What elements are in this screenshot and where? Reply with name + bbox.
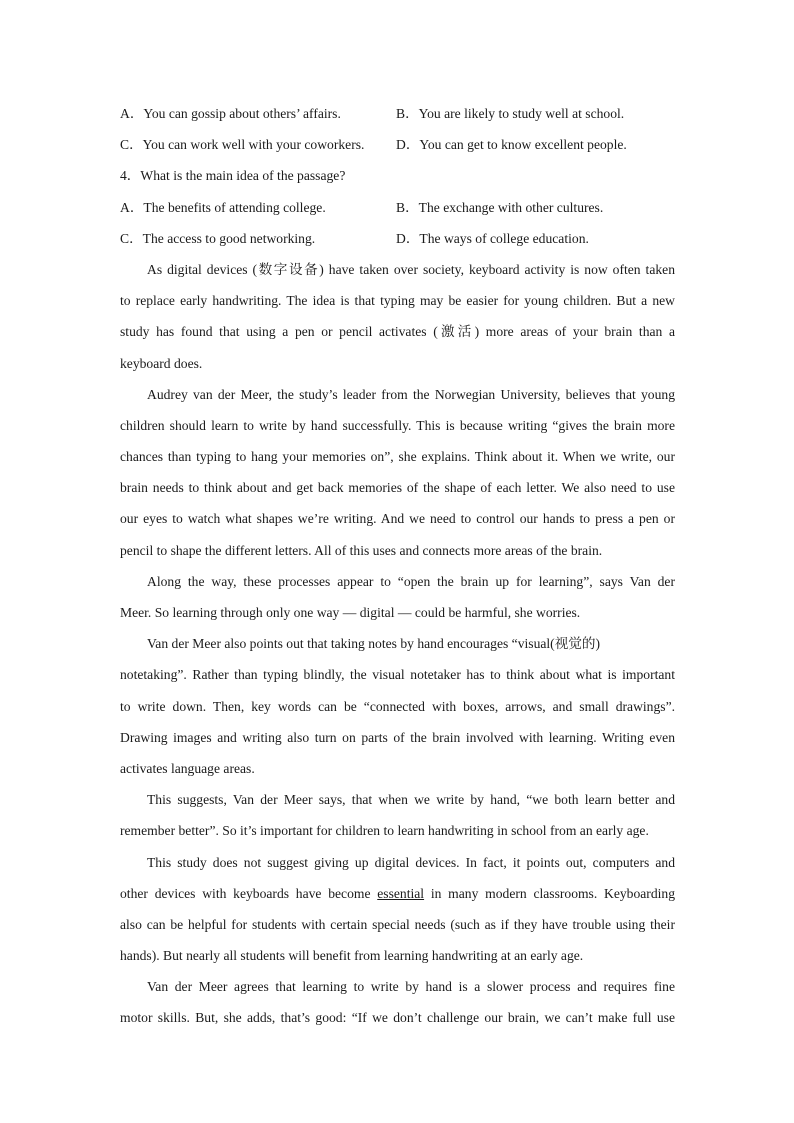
passage-line: brain needs to think about and get back memories of the shape of each letter. We also need to use <box>120 480 675 496</box>
passage-line: motor skills. But, she adds, that’s good: “If we don’t challenge our brain, we can’t make full use <box>120 1010 675 1026</box>
passage-line: also can be helpful for students with certain special needs (such as if they have trouble using their <box>120 916 675 932</box>
passage-line: Drawing images and writing also turn on parts of the brain involved with learning. Writing even <box>120 729 675 745</box>
q4-options-row-2 <box>120 223 675 254</box>
passage-line: children should learn to write by hand successfully. This is because writing “gives the brain more <box>120 417 675 433</box>
passage-line: hands). But nearly all students will benefit from learning handwriting at an early age. <box>120 948 584 964</box>
passage-line: to write down. Then, key words can be “connected with boxes, arrows, and small drawings”. <box>120 698 675 714</box>
passage-paragraph-3 <box>120 566 675 628</box>
document-page <box>120 98 675 1034</box>
q3-option-c: C．You can work well with your coworkers. <box>120 137 365 153</box>
passage-paragraph-7 <box>120 971 675 1033</box>
q3-option-a: A．You can gossip about others’ affairs. <box>120 106 341 121</box>
q4-option-a: A．The benefits of attending college. <box>120 199 326 215</box>
passage-line: Along the way, these processes appear to “open the brain up for learning”, says Van der <box>147 573 675 589</box>
passage-text: in many modern classrooms. Keyboarding <box>424 885 675 901</box>
passage-line: remember better”. So it’s important for children to learn handwriting in school from an early age. <box>120 823 649 839</box>
passage-line: This study does not suggest giving up digital devices. In fact, it points out, computers and <box>147 854 675 870</box>
passage-line: Audrey van der Meer, the study’s leader from the Norwegian University, believes that young <box>147 386 675 402</box>
q3-options-row-2 <box>120 129 675 160</box>
passage-line: activates language areas. <box>120 760 255 776</box>
passage-text: other devices with keyboards have become <box>120 885 378 901</box>
q4-option-c: C．The access to good networking. <box>120 230 316 246</box>
passage-paragraph-2 <box>120 379 675 566</box>
q3-option-b: B．You are likely to study well at school. <box>396 106 625 121</box>
passage-line: notetaking”. Rather than typing blindly, the visual notetaker has to think about what is important <box>120 667 675 683</box>
q3-option-d: D．You can get to know excellent people. <box>396 137 627 153</box>
q4-option-d: D．The ways of college education. <box>396 230 589 246</box>
passage-paragraph-5 <box>120 784 675 846</box>
passage-paragraph-1 <box>120 254 675 379</box>
passage-paragraph-6 <box>120 847 675 972</box>
q3-options-row-1 <box>120 98 675 129</box>
passage-line: Van der Meer also points out that taking notes by hand encourages “visual(视觉的) <box>147 636 601 652</box>
passage-line: to replace early handwriting. The idea is that typing may be easier for young children. But a new <box>120 293 675 309</box>
q4-option-b: B．The exchange with other cultures. <box>396 199 604 215</box>
passage-line: As digital devices (数字设备) have taken over society, keyboard activity is now often taken <box>147 261 675 277</box>
passage-line: keyboard does. <box>120 355 203 371</box>
passage-line: Meer. So learning through only one way — digital — could be harmful, she worries. <box>120 605 581 620</box>
passage-line: study has found that using a pen or pencil activates (激活) more areas of your brain than a <box>120 324 675 340</box>
q4-question: 4．What is the main idea of the passage? <box>120 168 346 184</box>
passage-line: Van der Meer agrees that learning to write by hand is a slower process and requires fine <box>147 979 675 995</box>
passage-line <box>120 878 675 909</box>
passage-line: chances than typing to hang your memories on”, she explains. Think about it. When we write, our <box>120 449 675 465</box>
passage-paragraph-4 <box>120 628 675 784</box>
passage-line: our eyes to watch what shapes we’re writing. And we need to control our hands to press a pen or <box>120 511 675 527</box>
q4-options-row-1 <box>120 192 675 223</box>
passage-line: pencil to shape the different letters. All of this uses and connects more areas of the brain. <box>120 542 603 558</box>
passage-line: This suggests, Van der Meer says, that when we write by hand, “we both learn better and <box>147 792 675 808</box>
underlined-word-essential: essential <box>377 885 425 901</box>
